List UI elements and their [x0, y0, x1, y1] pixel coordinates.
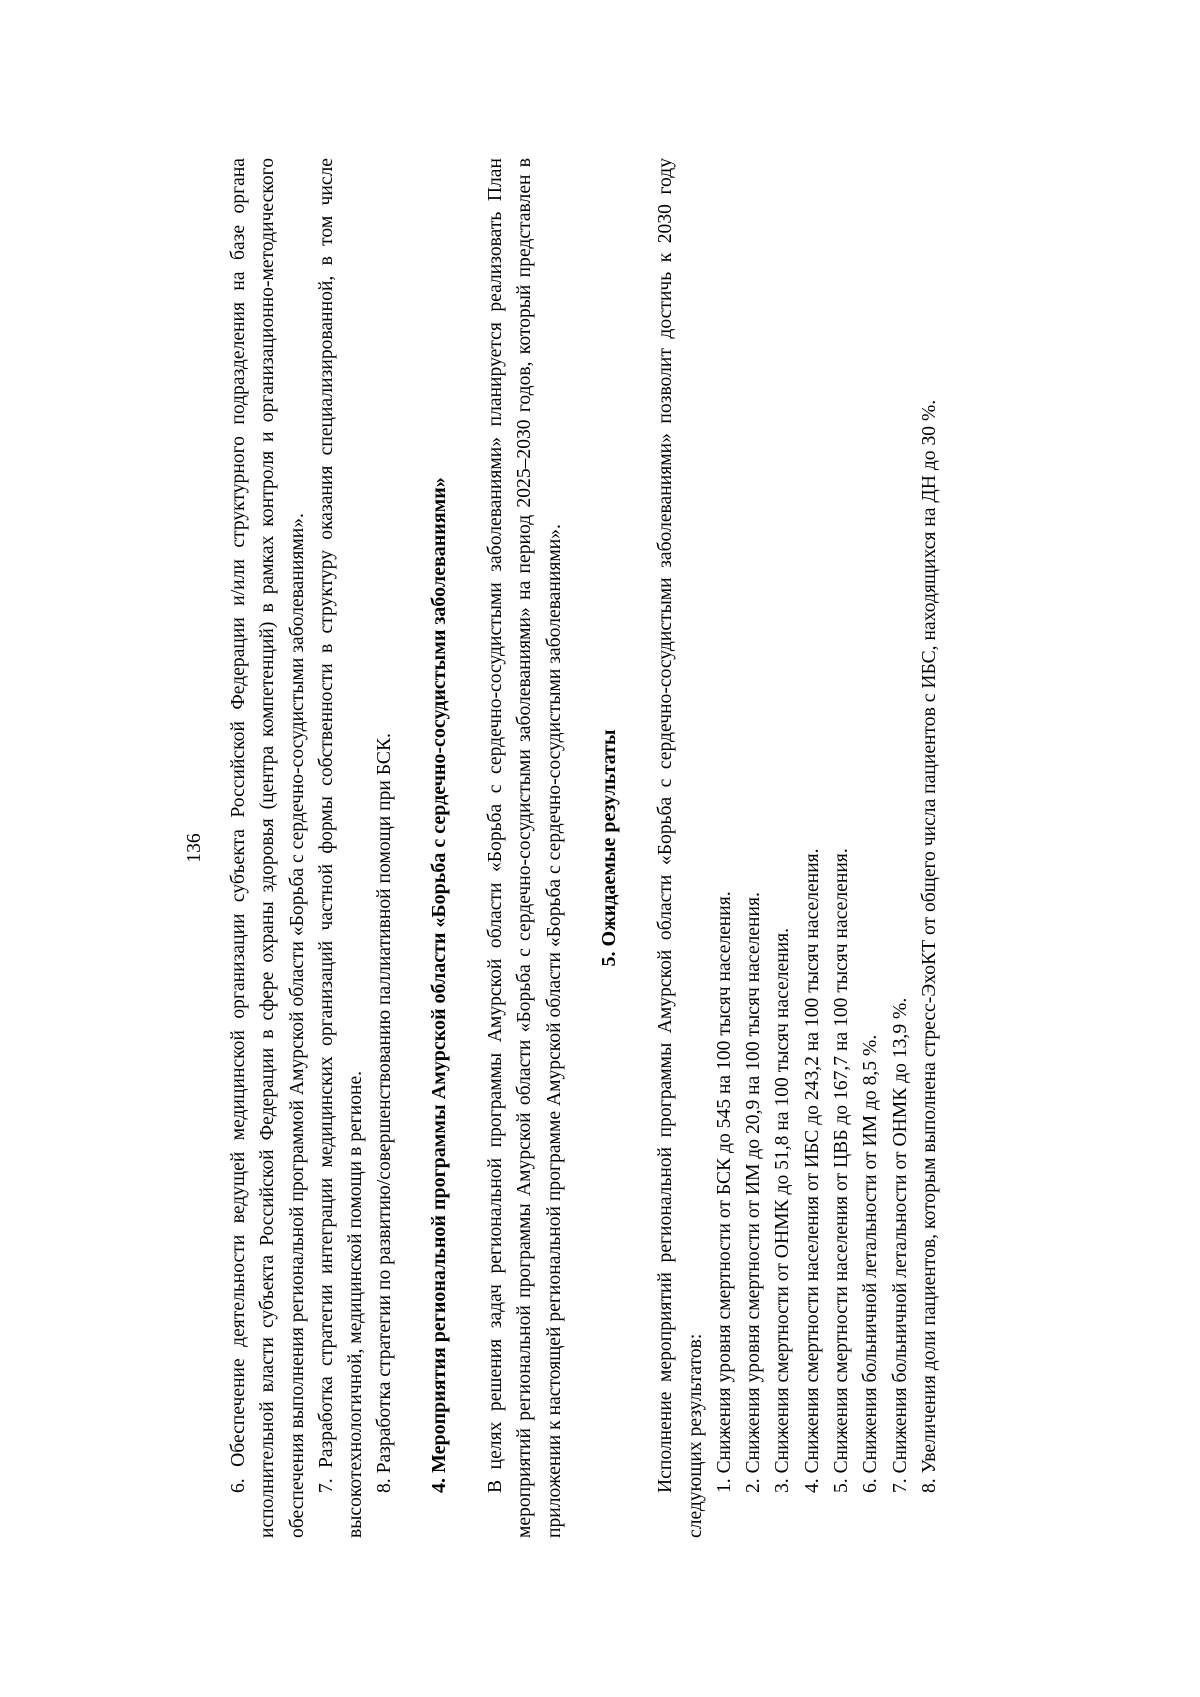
paragraph-item-7: 7. Разработка стратегии интеграции медицинских организаций частной формы собственности в структуру оказания специализированной, в том числе высокотехнологичной, медицинской помощи в регионе. [315, 158, 367, 1538]
paragraph-item-6: 6. Обеспечение деятельности ведущей медицинской организации субъекта Российской Федерации и/или структурного подразделения на базе органа исполнительной власти субъекта Российской Федерации в сфере охраны здоровья (центра компетенций) в рамках контроля и организационно-методического обеспечения выполнения региональной программой Амурской области «Борьба с сердечно-сосудистыми заболеваниями». [228, 158, 308, 1538]
section-4-heading: 4. Мероприятия региональной программы Амурской области «Борьба с сердечно-сосудистыми заболеваниями» [427, 477, 450, 1493]
result-item-8: 8. Увеличения доли пациентов, которым выполнена стресс-ЭхоКТ от общего числа пациентов с ИБС, находящихся на ДН до 30 %. [918, 399, 940, 1493]
result-item-4: 4. Снижения смертности населения от ИБС до 243,2 на 100 тысяч населения. [801, 848, 823, 1493]
result-item-3: 3. Снижения смертности от ОНМК до 51,8 на 100 тысяч населения. [772, 927, 794, 1493]
paragraph-item-8: 8. Разработка стратегии по развитию/совершенствованию паллиативной помощи при БСК. [374, 733, 396, 1493]
document-page [160, 88, 1040, 1608]
result-item-5: 5. Снижения смертности населения от ЦВБ до 167,7 на 100 тысяч населения. [831, 848, 853, 1493]
section-5-intro: Исполнение мероприятий региональной программы Амурской области «Борьба с сердечно-сосудистыми заболеваниями» позволит достичь к 2030 году следующих результатов: [655, 158, 706, 1538]
result-item-6: 6. Снижения больничной летальности от ИМ до 8,5 %. [860, 1034, 882, 1493]
section-5-heading: 5. Ожидаемые результаты [597, 729, 620, 967]
result-item-7: 7. Снижения больничной летальности от ОНМК до 13,9 %. [889, 997, 911, 1493]
section-4-paragraph: В целях решения задач региональной программы Амурской области «Борьба с сердечно-сосудистыми заболеваниями» планируется реализовать План мероприятий региональной программы Амурской области «Борьба с сердечно-сосудистыми заболеваниями» на период 2025–2030 годов, который представлен в приложении к настоящей региональной программе Амурской области «Борьба с сердечно-сосудистыми заболеваниями». [485, 158, 565, 1538]
result-item-2: 2. Снижения уровня смертности от ИМ до 20,9 на 100 тысяч населения. [743, 892, 765, 1493]
page-number: 136 [184, 833, 205, 863]
result-item-1: 1. Снижения уровня смертности от БСК до 545 на 100 тысяч населения. [713, 891, 735, 1493]
